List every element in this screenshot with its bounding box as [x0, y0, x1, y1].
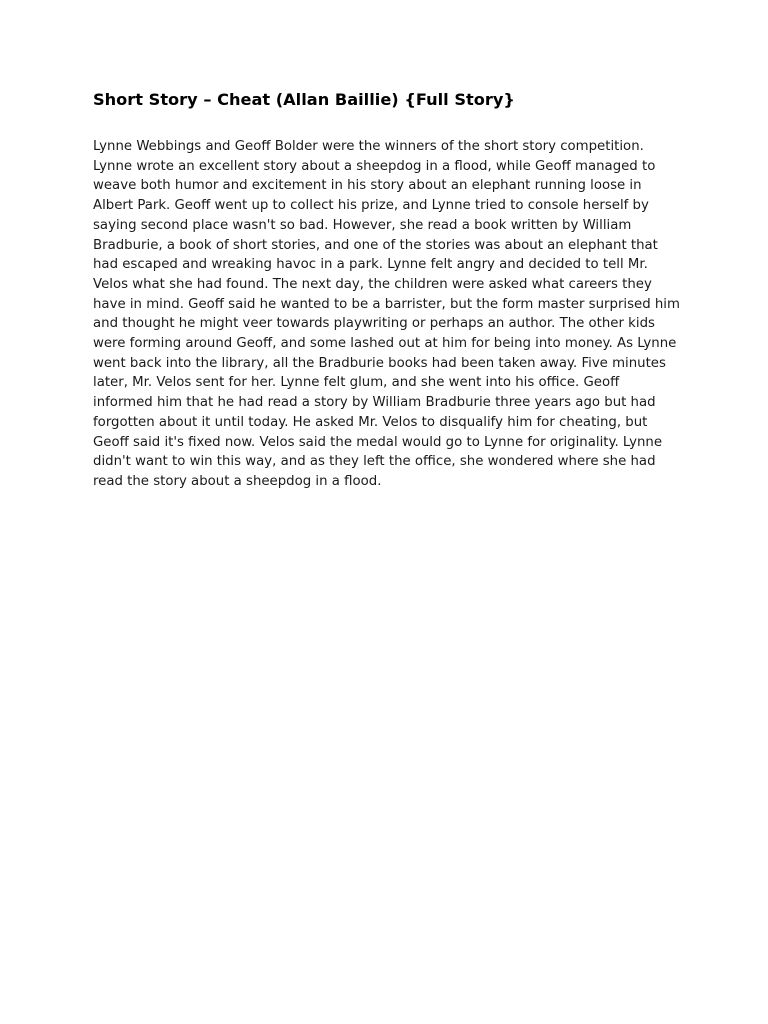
paragraph-line: Bradburie, a book of short stories, and one of the stories was about an elephant that — [93, 237, 658, 253]
paragraph-line: saying second place wasn't so bad. However, she read a book written by William — [93, 217, 632, 233]
paragraph-line: and thought he might veer towards playwriting or perhaps an author. The other kids — [93, 316, 655, 332]
paragraph-line: didn't want to win this way, and as they left the office, she wondered where she had — [93, 454, 656, 470]
paragraph-line: weave both humor and excitement in his story about an elephant running loose in — [93, 178, 642, 194]
paragraph-line: informed him that he had read a story by William Bradburie three years ago but had — [93, 395, 656, 411]
paragraph-line: had escaped and wreaking havoc in a park. Lynne felt angry and decided to tell Mr. — [93, 257, 648, 273]
paragraph-line: Albert Park. Geoff went up to collect his prize, and Lynne tried to console herself by — [93, 198, 649, 214]
paragraph-line: read the story about a sheepdog in a flood. — [93, 473, 382, 489]
paragraph-line: later, Mr. Velos sent for her. Lynne felt glum, and she went into his office. Geoff — [93, 375, 620, 391]
story-paragraph — [93, 137, 683, 492]
document-title: Short Story – Cheat (Allan Baillie) {Full Story} — [93, 90, 515, 109]
paragraph-line: were forming around Geoff, and some lashed out at him for being into money. As Lynne — [93, 336, 677, 352]
paragraph-line: have in mind. Geoff said he wanted to be a barrister, but the form master surprised him — [93, 296, 680, 312]
paragraph-line: Lynne wrote an excellent story about a sheepdog in a flood, while Geoff managed to — [93, 158, 656, 174]
paragraph-line: Velos what she had found. The next day, the children were asked what careers they — [93, 276, 652, 292]
paragraph-line: went back into the library, all the Bradburie books had been taken away. Five minutes — [93, 355, 666, 371]
paragraph-line: forgotten about it until today. He asked Mr. Velos to disqualify him for cheating, but — [93, 414, 648, 430]
paragraph-line: Geoff said it's fixed now. Velos said the medal would go to Lynne for originality. Lynne — [93, 434, 663, 450]
paragraph-line: Lynne Webbings and Geoff Bolder were the winners of the short story competition. — [93, 139, 644, 154]
